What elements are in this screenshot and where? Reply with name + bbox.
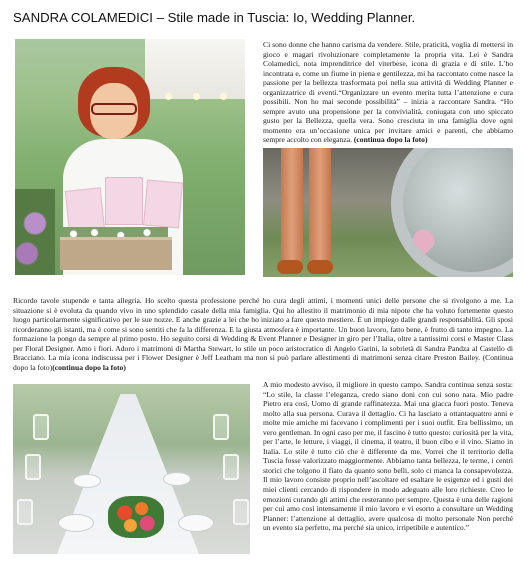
photo-wedding-table xyxy=(13,384,250,554)
photo-sandra-portrait xyxy=(15,39,245,275)
intro-text: Ci sono donne che hanno carisma da vendere. Stile, praticità, voglia di mettersi in gioco e magari rivoluzionare completamente la propria vita. Lei è Sandra Colamedici, nota imprenditrice del viterbese, icona di grazia e di stile. L’ho incontrata e, come un fiume in piena e gentilezza, mi ha raccontato come nasce la passione per la bellezza trasformata poi nella sua attività di Wedding Planner e organizzatrice di eventi.“Organizzare un evento merita tutta l’attenzione e cura possibili. Non ho mai seconde possibilità” – inizia a raccontare Sandra. “Ho sempre avuto una propensione per la convivialità, coniugata con uno spiccato gusto per la Bellezza, quella vera. Sono cresciuta in una famiglia dove ogni momento era un’occasione unica per invitare amici e parenti, che abbiamo sempre accolto con eleganza. xyxy=(263,40,513,145)
intro-paragraph xyxy=(263,40,513,145)
article-title: SANDRA COLAMEDICI – Stile made in Tuscia: Io, Wedding Planner. xyxy=(13,10,416,25)
middle-text: Ricordo tavole stupende e tanta allegria. Ho scelto questa professione perché ho cura degli attimi, i momenti unici delle persone che si rivolgono a me. La situazione si è evoluta da quando vivo in uno splendido casale della mia famiglia. Qui ho allestito il matrimonio di mia nipote che ha voluto fortemente questo luogo particolarmente significativo per le sue nozze. E anche grazie a lei che ho iniziato a fare questo mestiere. È un impiego dalle grandi responsabilità. Gli sposi ricorderanno gli istanti, ma è come si sono sentiti che fa la differenza. E la giusta atmosfera è importante. Un buon lavoro, fatto bene, è frutto di tanto impegno. La formazione la pongo da sempre al primo posto. Ho seguito corsi di Wedding & Event Planner e Designer in giro per l’Italia, oltre a tantissimi corsi e Master Class per Floral Designer. Amo i fiori. Adoro i matrimoni di Martha Stewart, lo stile un poco aristocratico di Angelo Garini, la sobrietà di Sandra Pandza al Castello di Bracciano. La mia icona indiscussa per i Flower Designer è Jeff Leatham ma non si può parlare allestimenti di matrimoni senza citare Preston Bailey. (Continua dopo la foto) xyxy=(13,296,513,372)
photo-legs-mirror xyxy=(263,148,513,277)
intro-continue-label: (continua dopo la foto) xyxy=(353,135,428,145)
closing-paragraph: A mio modesto avviso, il migliore in questo campo. Sandra continua senza sosta: “Lo stile, la classe l’eleganza, credo siano doni con cui sono nata. Mio padre Pietro era così, Uomo di grande raffinatezza. Mai una giacca fuori posto. Teneva molto alla sua persona. Curava il dettaglio. Ci ha lasciato a ottantaquattro anni e molte mie amiche mi facevano i complimenti per i suoi outfit. Era bellissimo, un vero gentleman. In ogni caso per me, il fascino è tutto questo: curiosità per la vita, per l’arte, le letture, i viaggi, il cinema, il teatro, il buon cibo e il vino. Siamo in Italia. Lo stile è tutto ciò che è differente da me. Vorrei che il territorio della Tuscia fosse valorizzato maggiormente. Abbiamo tanta bellezza, le terme, i centri storici che tolgono il fiato da quanto sono belli, solo ci manca la consapevolezza. Il mio lavoro consiste proprio nell’ascoltare ed esaltare le esigenze ed i gusti dei miei clienti cercando di rispondere in modo adeguato alle loro richieste. Creo le emozioni curando gli attimi che resteranno per sempre. Questa è una delle ragioni per cui amo così intensamente il mio lavoro e vi esorto a consultare un Wedding Planner: l’attenzione al dettaglio, avere qualcosa di molto personale Non perché un evento sia perfetto, ma perché sia unico, irripetibile e autentico.” xyxy=(263,380,513,533)
middle-continue-label: (continua dopo la foto) xyxy=(52,362,126,372)
middle-paragraph xyxy=(13,296,513,372)
